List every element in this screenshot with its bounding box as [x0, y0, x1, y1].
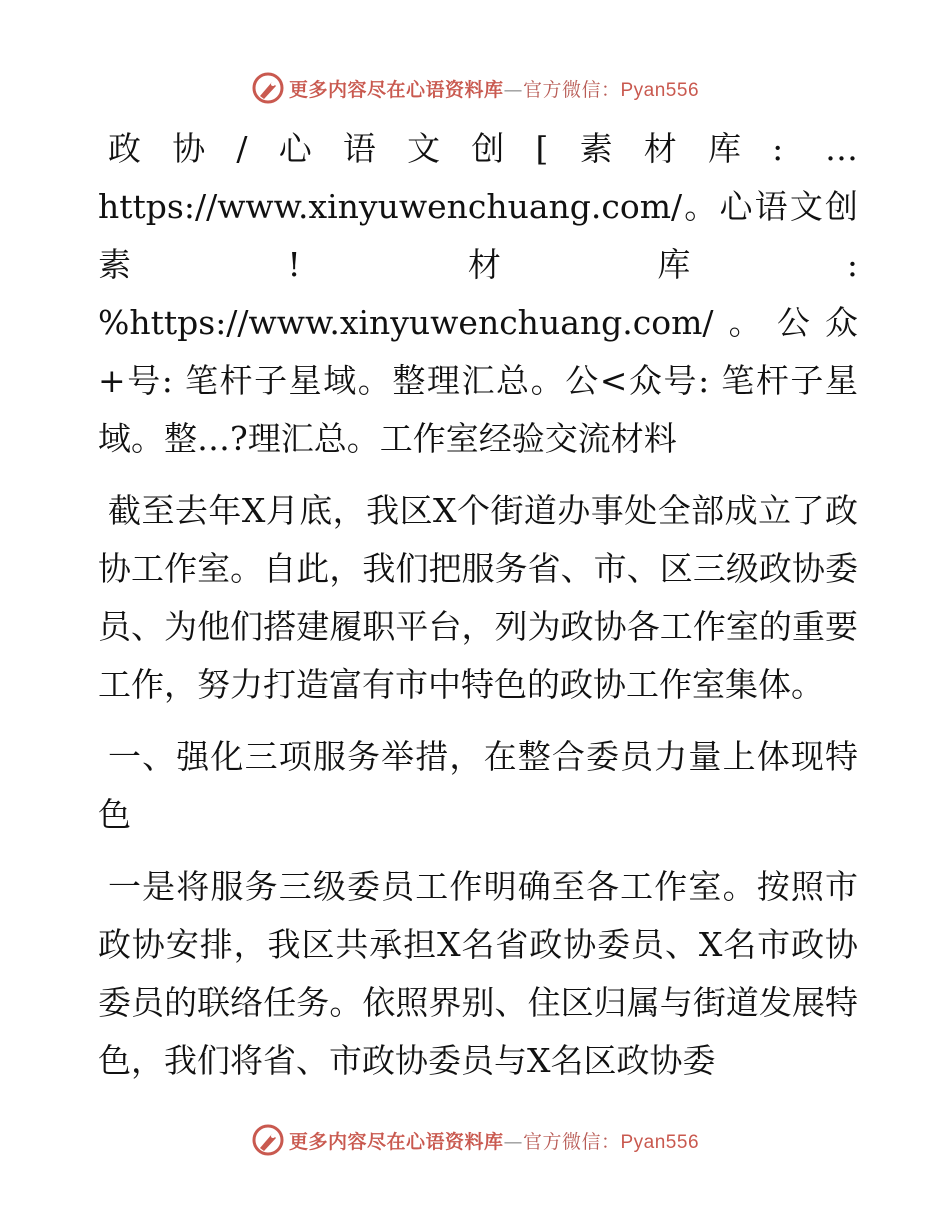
paragraph-2: 一是将服务三级委员工作明确至各工作室。按照市政协安排，我区共承担X名省政协委员、X名市政协委员的联络任务。依照界别、住区归属与街道发展特色，我们将省、市政协委员与X名区政协委: [98, 867, 858, 1080]
paragraph-1: 截至去年X月底，我区X个街道办事处全部成立了政协工作室。自此，我们把服务省、市、区三级政协委员、为他们搭建履职平台，列为政协各工作室的重要工作，努力打造富有市中特色的政协工作室集体。: [98, 491, 858, 704]
watermark-text: 更多内容尽在心语资料库—官方微信：Pyan556: [288, 78, 700, 101]
watermark-text: 更多内容尽在心语资料库—官方微信：Pyan556: [288, 1130, 700, 1153]
footer-watermark: [0, 1120, 950, 1160]
header-watermark: [0, 68, 950, 108]
section-heading-1: 一、强化三项服务举措，在整合委员力量上体现特色: [98, 737, 858, 834]
intro-paragraph: 政协/心语文创[素材库: …https://www.xinyuwenchuang.com/。心语文创素! 材库: %https://www.xinyuwenchuang.com/。公众+号: 笔杆子星域。整理汇总。公<众号: 笔杆子星域。整…?理汇总。工作室经验交流材料: [98, 129, 858, 458]
pen-nib-logo-icon: [251, 1123, 285, 1157]
pen-nib-logo-icon: [251, 71, 285, 105]
document-body: [98, 120, 858, 1104]
